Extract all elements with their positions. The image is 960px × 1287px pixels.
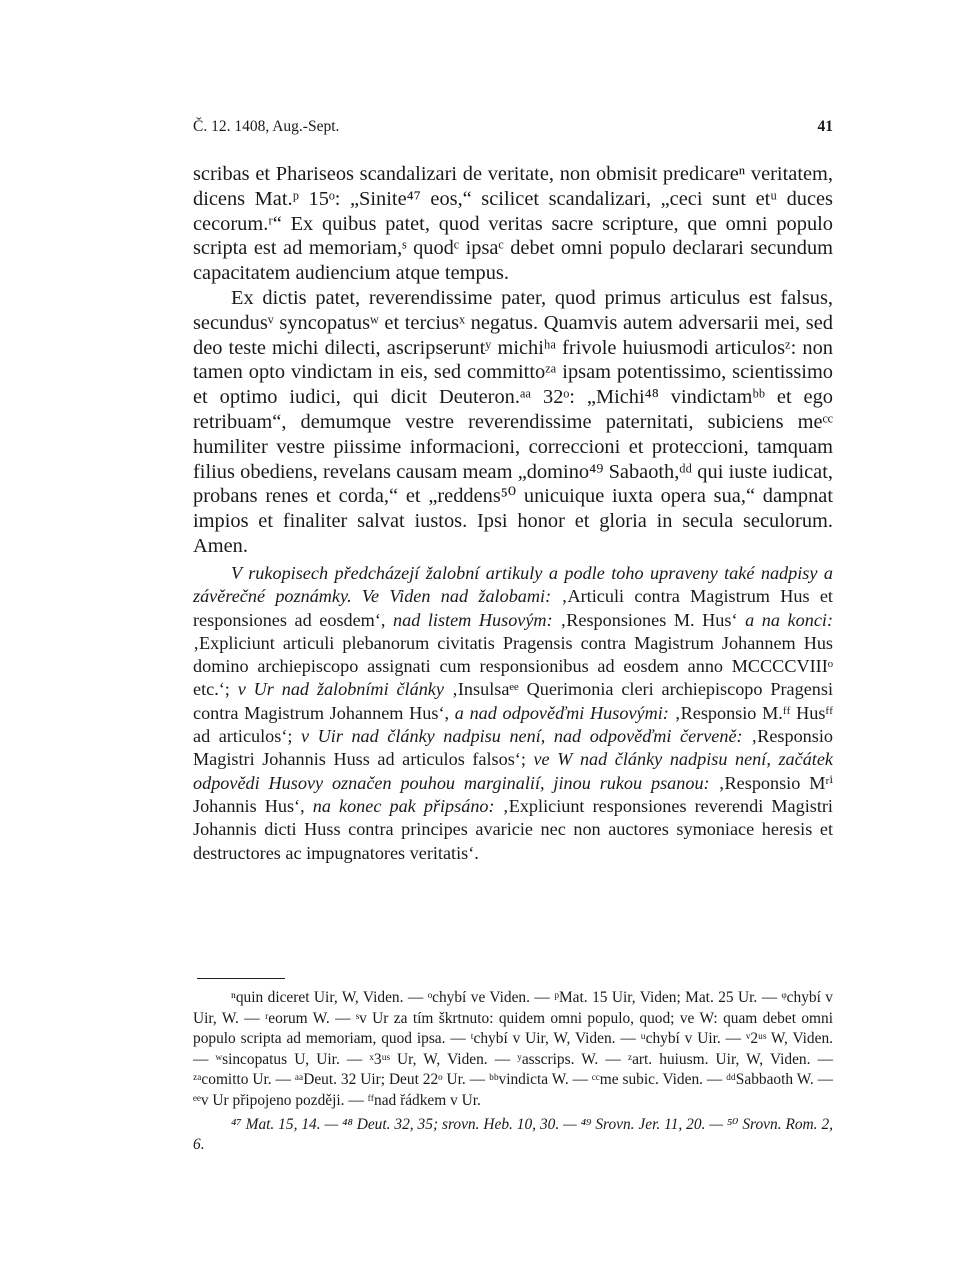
note-italic-12: v Uir nad články nadpisu není, nad odpověďmi červeně: (301, 726, 743, 747)
note-text-5: ‚Responsiones M. Hus‘ (552, 609, 746, 630)
note-italic-16: na konec pak připsáno: (312, 795, 495, 816)
note-text-7: ‚Expliciunt articuli plebanorum civitatis Pragensis contra Magistrum Johannem Hus domino archiepiscopo assignati cum responsionibus ad eosdem anno MCCCCVIIIᵒ etc.‘; (193, 632, 833, 700)
note-text-13: ‚Responsio Magistri Johannis Huss ad articulos falsos‘; (193, 726, 834, 770)
footnotes (193, 988, 833, 1156)
editorial-note-paragraph (193, 562, 833, 865)
note-italic-8: v Ur nad žalobními články (237, 679, 444, 700)
note-text-9: ‚Insulsaᵉᵉ Querimonia cleri archiepiscopo Pragensi contra Magistrum Johannem Hus‘, (193, 679, 833, 723)
note-text-15: ‚Responsio Mʳⁱ Johannis Hus‘, (193, 772, 833, 816)
note-text-17: ‚Expliciunt responsiones reverendi Magistri Johannis dicti Huss contra principes avaricie nec non auctores symoniace heresis et destructores ac impugnatores veritatis‘. (193, 795, 833, 863)
note-italic-2: Ve Viden nad žalobami: (351, 586, 552, 607)
main-paragraph-1: scribas et Phariseos scandalizari de veritate, non obmisit predicareⁿ veritatem, dicens Mat.ᵖ 15ᵒ: „Sinite⁴⁷ eos,“ scilicet scandalizari, „ceci sunt etᵘ duces cecorum.ʳ“ Ex quibus patet, quod veritas sacre scripture, que omni populo scripta est ad memoriam,ˢ quodᶜ ipsaᶜ debet omni populo declarari secundum capacitatem audiencium atque tempus. (193, 163, 833, 285)
main-paragraph-2: Ex dictis patet, reverendissime pater, quod primus articulus est falsus, secundusᵛ syncopatusʷ et terciusˣ negatus. Quamvis autem adversarii mei, sed deo teste michi dilecti, ascripseruntʸ michiʰᵃ frivole huiusmodi articulosᶻ: non tamen opto vindictam in eis, sed committoᶻᵃ ipsam potentissimo, scientissimo et optimo iudici, qui dicit Deuteron.ᵃᵃ 32ᵒ: „Michi⁴⁸ vindictamᵇᵇ et ego retribuam“, demumque vestre reverendissime paternitati, subiciens meᶜᶜ humiliter vestre piissime informacioni, correccioni et proteccioni, tamquam filius obediens, revelans causam meam „domino⁴⁹ Sabaoth,ᵈᵈ qui iuste iudicat, probans renes et corda,“ et „reddens⁵⁰ unicuique iuxta opera sua,“ dampnat impios et finaliter salvat iustos. Ipsi honor et gloria in secula seculorum. Amen. (193, 286, 833, 557)
note-italic-6: a na konci: (745, 609, 833, 630)
source-references: ⁴⁷ Mat. 15, 14. — ⁴⁸ Deut. 32, 35; srovn. Heb. 10, 30. — ⁴⁹ Srovn. Jer. 11, 20. — ⁵⁰ Srovn. Rom. 2, 6. (193, 1115, 833, 1154)
page-number: 41 (817, 118, 833, 135)
running-header (193, 118, 833, 140)
note-text-3: ‚Articuli contra Magistrum Hus et responsiones ad eosdem‘, (193, 586, 833, 630)
header-reference: Č. 12. 1408, Aug.-Sept. (193, 118, 340, 135)
footnote-divider (197, 978, 285, 979)
editorial-note (193, 562, 833, 865)
note-italic-1: V rukopisech předcházejí žalobní artikuly a podle toho upraveny také nadpisy a závěrečné poznámky. (193, 563, 833, 607)
critical-apparatus: ⁿquin diceret Uir, W, Viden. — ᵒchybí ve Viden. — ᵖMat. 15 Uir, Viden; Mat. 25 Ur. — ᵠchybí v Uir, W. — ʳeorum W. — ˢv Ur za tím škrtnuto: quidem omni populo, quod; ve W: quam debet omni populo scripta ad memoriam, quod ipsa. — ᵗchybí v Uir, W, Viden. — ᵘchybí v Uir. — ᵛ2ᵘˢ W, Viden. — ʷsincopatus U, Uir. — ˣ3ᵘˢ Ur, W, Viden. — ʸasscrips. W. — ᶻart. huiusm. Uir, W, Viden. — ᶻᵃcomitto Ur. — ᵃᵃDeut. 32 Uir; Deut 22ᵒ Ur. — ᵇᵇvindicta W. — ᶜᶜme subic. Viden. — ᵈᵈSabbaoth W. — ᵉᵉv Ur připojeno později. — ᶠᶠnad řádkem v Ur. (193, 989, 833, 1109)
note-italic-10: a nad odpověďmi Husovými: (454, 702, 669, 723)
note-text-11: ‚Responsio M.ᶠᶠ Husᶠᶠ ad articulos‘; (193, 702, 834, 747)
note-italic-14: ve W nad články nadpisu není, začátek odpovědi Husovy označen pouhou marginalií, jinou rukou psanou: (193, 749, 833, 793)
note-italic-4: nad listem Husovým: (393, 609, 553, 630)
main-text (193, 162, 833, 559)
